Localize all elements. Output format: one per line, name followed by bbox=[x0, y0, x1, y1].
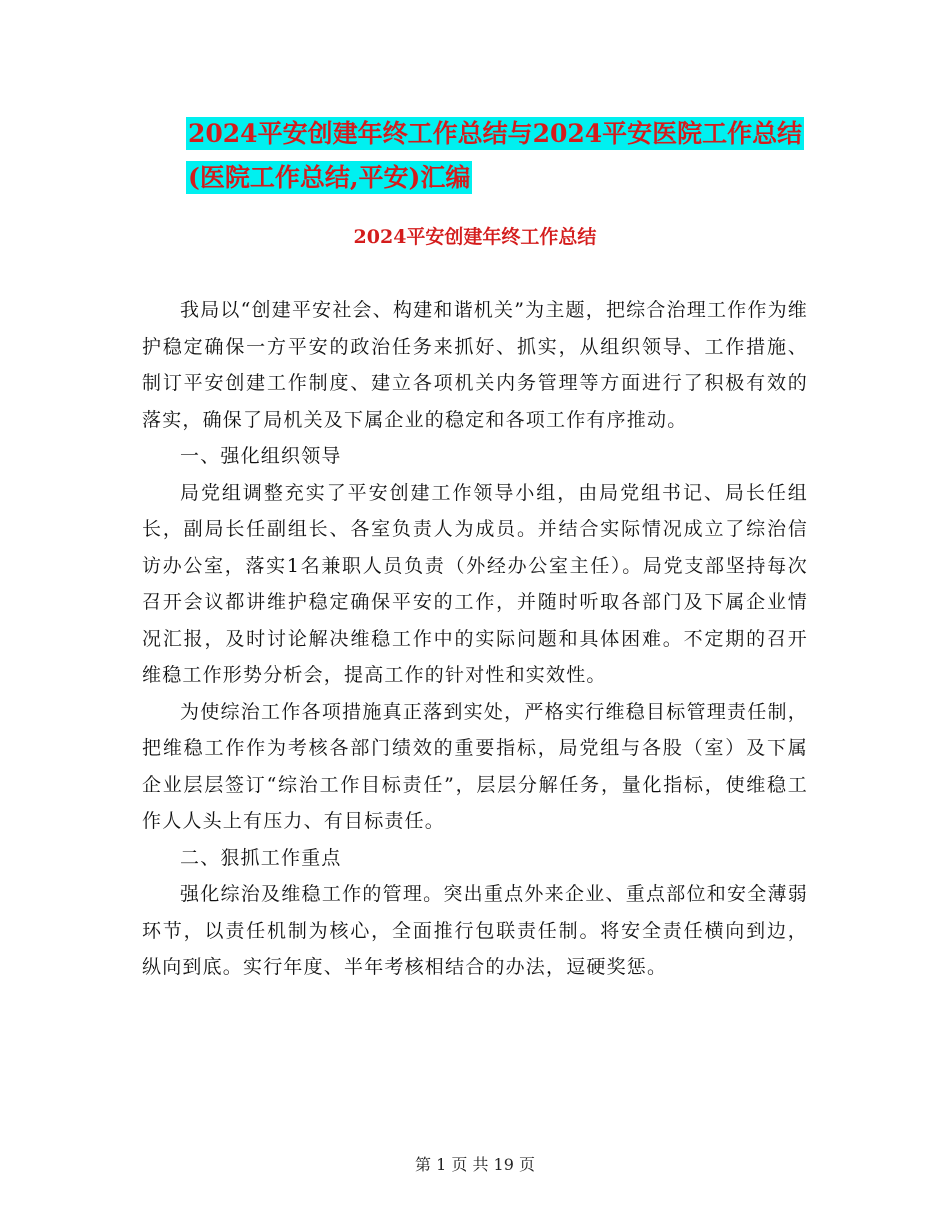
document-title bbox=[140, 112, 840, 200]
heading-2: 二、狠抓工作重点 bbox=[180, 846, 342, 869]
document-title-line-1: 2024平安创建年终工作总结与2024平安医院工作总结 bbox=[188, 119, 803, 148]
heading-1: 一、强化组织领导 bbox=[180, 445, 342, 467]
paragraph-leadership: 局党组调整充实了平安创建工作领导小组，由局党组书记、局长任组长，副局长任副组长、各室负责人为成员。并结合实际情况成立了综治信访办公室，落实1名兼职人员负责（外经办公室主任）。局党支部坚持每次召开会议都讲维护稳定确保平安的工作，并随时听取各部门及下属企业情况汇报，及时讨论解决维稳工作中的实际问题和具体困难。不定期的召开维稳工作形势分析会，提高工作的针对性和实效性。 bbox=[142, 481, 808, 686]
section-title: 2024平安创建年终工作总结 bbox=[353, 226, 597, 248]
paragraph-key-work: 强化综治及维稳工作的管理。突出重点外来企业、重点部位和安全薄弱环节，以责任机制为核心，全面推行包联责任制。将安全责任横向到边，纵向到底。实行年度、半年考核相结合的办法，逗硬奖惩。 bbox=[142, 883, 808, 978]
paragraph-intro: 我局以“创建平安社会、构建和谐机关”为主题，把综合治理工作作为维护稳定确保一方平安的政治任务来抓好、抓实，从组织领导、工作措施、制订平安创建工作制度、建立各项机关内务管理等方面进行了积极有效的落实，确保了局机关及下属企业的稳定和各项工作有序推动。 bbox=[142, 299, 808, 431]
page-footer: 第 1 页 共 19 页 bbox=[415, 1155, 535, 1174]
paragraph-responsibility: 为使综治工作各项措施真正落到实处，严格实行维稳目标管理责任制，把维稳工作作为考核各部门绩效的重要指标，局党组与各股（室）及下属企业层层签订“综治工作目标责任”，层层分解任务，量化指标，使维稳工作人人头上有压力、有目标责任。 bbox=[142, 700, 808, 832]
document-body bbox=[142, 292, 808, 986]
document-title-line-2: (医院工作总结,平安)汇编 bbox=[188, 163, 471, 192]
